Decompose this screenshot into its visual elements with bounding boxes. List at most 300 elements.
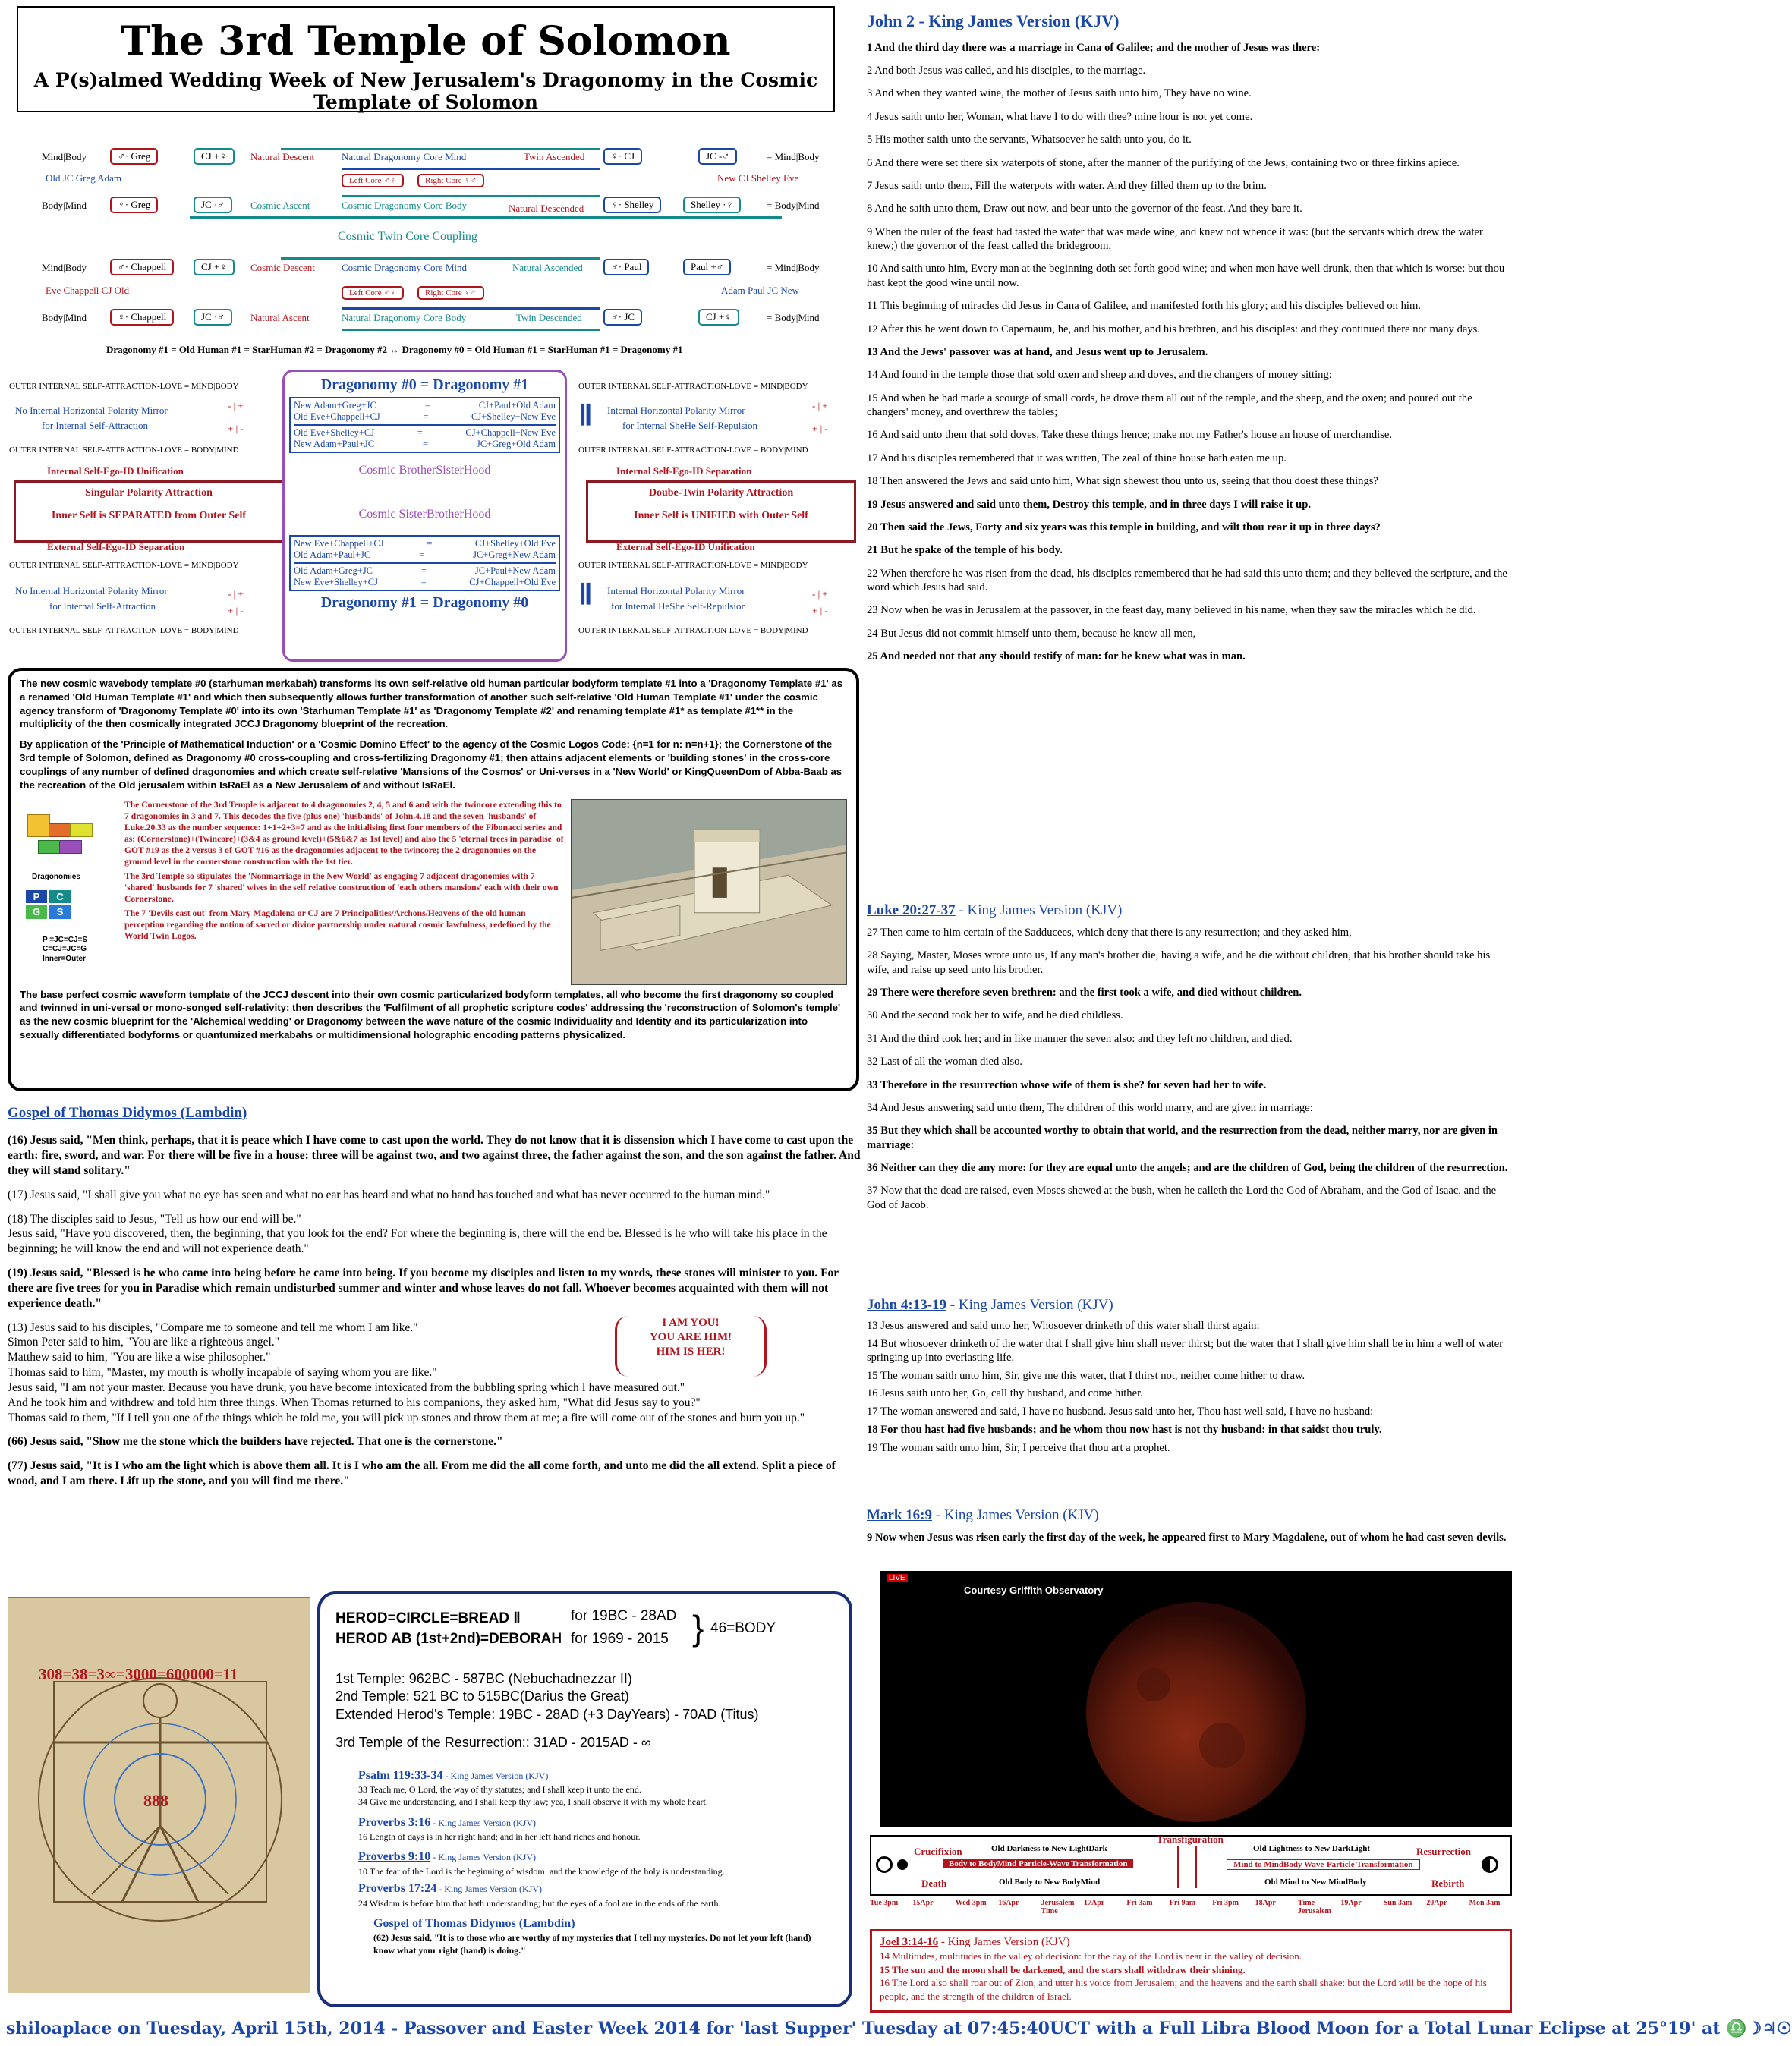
natural-descent-label: Natural Descent bbox=[250, 151, 315, 162]
essay-paragraph-3: The base perfect cosmic waveform template of the JCCJ descent into their own cosmic particularized bodyform templates, all who become the first dragonomy so coupled and twinned in uni-versal or mono-songed self-relativity; then describes the 'Fulfilment of all prophetic scripture codes' addressing the 'reconstruction of Solomon's temple' as the new cosmic blueprint for the 'Alchemical wedding' or Dragonomy between the wave nature of the cosmic Individuality and Identity and its particularization into sexually differentiated bodyforms or quantumized merkabahs or multidimensional holographic encoding patterns physicalized. bbox=[20, 988, 841, 1040]
left-core-pill: Left Core ♂♀ bbox=[342, 174, 404, 187]
equals-sign: = bbox=[423, 411, 429, 422]
verse: 31 And the third took her; and in like manner the seven also: and they left no children, and died. bbox=[867, 1032, 1293, 1045]
joel-box bbox=[870, 1929, 1512, 2013]
paul-pill: ♂· Paul bbox=[603, 259, 649, 275]
drag1-0: Dragonomy #1 = Dragonomy #0 bbox=[320, 594, 529, 611]
timeline-day: Time Jerusalem bbox=[1298, 1899, 1331, 1915]
resurrection-label: Resurrection bbox=[1416, 1846, 1471, 1857]
prov3-ref[interactable]: Proverbs 3:16 bbox=[358, 1815, 431, 1829]
passion-timeline bbox=[870, 1830, 1512, 1926]
verse: 20 Then said the Jews, Forty and six years was this temple in building, and wilt thou rear it up in three days? bbox=[867, 521, 1381, 534]
body-mind-right: = Body|Mind bbox=[767, 200, 820, 211]
outer-body-label: OUTER INTERNAL SELF-ATTRACTION-LOVE = BODY|MIND bbox=[9, 445, 239, 455]
verse: 22 When therefore he was risen from the dead, his disciples remembered that he had said this unto them; and they believed the scripture, and the word which Jesus had said. bbox=[867, 567, 1507, 594]
self-attraction-label: for Internal Self-Attraction bbox=[42, 420, 149, 431]
equation-right: JC+Paul+New Adam bbox=[474, 565, 556, 576]
verse: 33 Teach me, O Lord, the way of thy statutes; and I shall keep it unto the end. bbox=[358, 1784, 641, 1796]
brace-icon: } bbox=[692, 1608, 704, 1648]
jc-right-pill: JC -♂ bbox=[698, 148, 737, 165]
cosmic-core-body-label: Cosmic Dragonomy Core Body bbox=[342, 200, 468, 211]
verse: 5 His mother saith unto the servants, Whatsoever he saith unto you, do it. bbox=[867, 134, 1192, 146]
mark-section bbox=[867, 1506, 1512, 1544]
natural-core-mind-label: Natural Dragonomy Core Mind bbox=[342, 151, 467, 162]
thomas-title: Gospel of Thomas Didymos (Lambdin) bbox=[8, 1105, 247, 1121]
saying-13a: (13) Jesus said to his disciples, "Compare me to someone and tell me whom I am like." bbox=[8, 1320, 418, 1334]
i-am-you-callout bbox=[615, 1316, 767, 1377]
timeline-day: Wed 3pm bbox=[955, 1899, 987, 1907]
psalm-version: - King James Version (KJV) bbox=[442, 1770, 549, 1781]
cube-p: P bbox=[26, 890, 47, 904]
internal-separation: Internal Self-Ego-ID Separation bbox=[616, 465, 752, 477]
timeline-day: Tue 3pm bbox=[870, 1899, 899, 1907]
thomas62-title bbox=[358, 1915, 834, 1932]
psalm-title bbox=[358, 1767, 834, 1784]
verse: 13 And the Jews' passover was at hand, and Jesus went up to Jerusalem. bbox=[867, 345, 1208, 358]
equation-left: Old Eve+Chappell+CJ bbox=[294, 411, 380, 422]
verse: 36 Neither can they die any more: for they are equal unto the angels; and are the children of God, being the children of the resurrection. bbox=[867, 1162, 1508, 1175]
equation-right: CJ+Chappell+New Eve bbox=[465, 427, 556, 438]
herod-1-years: for 19BC - 28AD bbox=[571, 1608, 677, 1624]
outer-body-label-r2: OUTER INTERNAL SELF-ATTRACTION-LOVE = BODY|MIND bbox=[578, 626, 808, 635]
prov17-ref[interactable]: Proverbs 17:24 bbox=[358, 1882, 437, 1896]
equation-row bbox=[294, 538, 556, 549]
verse: 34 Give me understanding, and I shall keep thy law; yea, I shall observe it with my whole heart. bbox=[358, 1796, 708, 1808]
old-mind-label: Old Mind to New MindBody bbox=[1264, 1878, 1367, 1887]
equation-left: New Eve+Chappell+CJ bbox=[294, 538, 384, 549]
verse: 29 There were therefore seven brethren: and the first took a wife, and died without children. bbox=[867, 987, 1302, 999]
temple-timeline-box bbox=[317, 1591, 852, 2007]
line bbox=[342, 329, 600, 331]
verse: 13 Jesus answered and said unto her, Whosoever drinketh of this water shall thirst again: bbox=[867, 1320, 1260, 1333]
luke-version: - King James Version (KJV) bbox=[955, 902, 1123, 918]
double-twin-label: Doube-Twin Polarity Attraction bbox=[648, 487, 794, 499]
equation-right: CJ+Chappell+Old Eve bbox=[469, 577, 556, 587]
double-twin-box bbox=[586, 480, 856, 543]
transfiguration-label: Transfiguration bbox=[1157, 1834, 1224, 1845]
cube-icon bbox=[49, 823, 71, 837]
dragonomies-label: Dragonomies bbox=[32, 872, 80, 881]
saying-13d: Thomas said to him, "Master, my mouth is wholly incapable of saying whom you are like." bbox=[8, 1366, 437, 1380]
cj-pill: CJ +♀ bbox=[194, 148, 235, 165]
verse: 1 And the third day there was a marriage in Cana of Galilee; and the mother of Jesus was there: bbox=[867, 41, 1321, 54]
saying-13g: Thomas said to them, "If I tell you one of the things which he told me, you will pick up stones and throw them at me; a fire will come out of the stones and burn you up." bbox=[8, 1411, 805, 1424]
saying-13-block bbox=[8, 1316, 861, 1426]
gospel-thomas-section bbox=[8, 1104, 861, 1498]
equation-right: CJ+Shelley+New Eve bbox=[471, 411, 556, 422]
verse: 37 Now that the dead are raised, even Moses shewed at the bush, when he calleth the Lord the God of Abraham, and the God of Isaac, and the God of Jacob. bbox=[867, 1185, 1497, 1211]
verse: 9 When the ruler of the feast had tasted the water that was made wine, and knew not whence it was: (but the servants which drew the water knew;) the governor of the feast called the bridegroom, bbox=[867, 225, 1483, 253]
live-badge: LIVE bbox=[887, 1574, 908, 1582]
moon-caption: Courtesy Griffith Observatory bbox=[964, 1585, 1104, 1596]
verse: 3 And when they wanted wine, the mother of Jesus saith unto him, They have no wine. bbox=[867, 87, 1252, 100]
line bbox=[190, 216, 782, 219]
verse: 15 The sun and the moon shall be darkened, and the stars shall withdraw their shining. bbox=[880, 1963, 1246, 1975]
john-4-section bbox=[867, 1296, 1512, 1456]
temple-model-image bbox=[571, 799, 847, 985]
right-core-pill: Right Core ♀♂ bbox=[417, 174, 484, 187]
outer-mind-label-r: OUTER INTERNAL SELF-ATTRACTION-LOVE = MIND|BODY bbox=[578, 382, 808, 391]
verse: 7 Jesus saith unto them, Fill the waterpots with water. And they filled them up to the brim. bbox=[867, 179, 1267, 192]
prov9-version: - King James Version (KJV) bbox=[430, 1852, 537, 1863]
timeline-day: Jerusalem Time bbox=[1041, 1899, 1075, 1915]
inner-unified-label: Inner Self is UNIFIED with Outer Self bbox=[634, 510, 808, 521]
inner-separated-label: Inner Self is SEPARATED from Outer Self bbox=[51, 510, 247, 521]
essay-paragraph-1: The new cosmic wavebody template #0 (starhuman merkabah) transforms its own self-relative old human particular bodyform template #1 into a 'Dragonomy Template #1' as a renamed 'Old Human Template #1' and which then subsequently allows further transformation of another such self-relative 'Old Human Template #1' under the cosmic agency transform of 'Dragonomy Template #0' into its own 'Starhuman Template #1' as 'Dragonomy Template #2' and renaming template #1* as template #1** in the multiplicity of the then cosmically integrated JCCJ Dragonomy blueprint of the recreation. bbox=[20, 678, 843, 730]
saying-66: (66) Jesus said, "Show me the stone which the builders have rejected. That one is the cornerstone." bbox=[8, 1435, 503, 1449]
timeline-day: 19Apr bbox=[1340, 1899, 1362, 1907]
saying-18b: Jesus said, "Have you discovered, then, the beginning, that you look for the end? For where the beginning is, there will the end be. Blessed is he who will take his place in the beginning; he will know the end and will not experience death." bbox=[8, 1227, 827, 1256]
saying-17: (17) Jesus said, "I shall give you what no eye has seen and what no ear has heard and what no hand has touched and what has never occurred to the human mind." bbox=[8, 1188, 770, 1201]
body-46: 46=BODY bbox=[710, 1620, 776, 1636]
line bbox=[281, 148, 600, 150]
cosmic-core-mind-label: Cosmic Dragonomy Core Mind bbox=[342, 262, 468, 273]
temple-model-illustration bbox=[572, 800, 846, 984]
psalm-ref[interactable]: Psalm 119:33-34 bbox=[358, 1768, 443, 1782]
mark-ref[interactable]: Mark 16:9 bbox=[867, 1507, 933, 1523]
natural-descended-label: Natural Descended bbox=[509, 203, 584, 214]
equation-row bbox=[294, 439, 556, 450]
prov9-title bbox=[358, 1849, 834, 1865]
sister-brother-label: Cosmic SisterBrotherHood bbox=[358, 508, 491, 521]
saying-16: (16) Jesus said, "Men think, perhaps, that it is peace which I have come to cast upon the world. They do not know that it is dissension which I have come to cast upon the earth: fire, sword, and war. For there will be five in a house: three will be against two, and two against three, the father against the son, and the son against the father. And they will stand solitary." bbox=[8, 1134, 861, 1177]
cj-pill-2: CJ +♀ bbox=[194, 259, 235, 275]
outer-mind-label-2: OUTER INTERNAL SELF-ATTRACTION-LOVE = MIND|BODY bbox=[9, 561, 239, 570]
saying-62: (62) Jesus said, "It is to those who are worthy of my mysteries that I tell my mysteries. Do not let your left (hand) know what your right (hand) is doing." bbox=[373, 1932, 811, 1956]
saying-77: (77) Jesus said, "It is I who am the light which is above them all. It is I who am the all. From me did the all come forth, and unto me did the all extend. Split a piece of wood, and I am there. Lift up the stone, and you will find me there." bbox=[8, 1459, 836, 1488]
chappell-pill: ♂· Chappell bbox=[110, 259, 174, 275]
line bbox=[281, 257, 600, 260]
callout-line-3: HIM IS HER! bbox=[656, 1345, 726, 1358]
twin-descended-label: Twin Descended bbox=[516, 312, 582, 323]
verse: 19 Jesus answered and said unto them, Destroy this temple, and in three days I will raise it up. bbox=[867, 498, 1312, 511]
verse: 14 But whosoever drinketh of the water that I shall give him shall never thirst; but the water that I shall give him shall be in him a well of water springing up into everlasting life. bbox=[867, 1337, 1504, 1364]
saying-13c: Matthew said to him, "You are like a wise philosopher." bbox=[8, 1351, 271, 1365]
self-attraction-label-2: for Internal Self-Attraction bbox=[49, 600, 156, 612]
cornerstone-notes bbox=[124, 799, 565, 985]
equation-row bbox=[294, 549, 556, 564]
line bbox=[342, 168, 600, 170]
verse: 32 Last of all the woman died also. bbox=[867, 1056, 1023, 1069]
saying-13b: Simon Peter said to him, "You are like a righteous angel." bbox=[8, 1336, 280, 1349]
vitruvian-center: 888 bbox=[143, 1791, 168, 1810]
line bbox=[342, 195, 600, 197]
dragonomy-equation: Dragonomy #1 = Old Human #1 = StarHuman #2 = Dragonomy #2 ↔ Dragonomy #0 = Old Human #1 = StarHuman #1 = Dragonomy #1 bbox=[106, 344, 683, 355]
equals-sign: = bbox=[420, 565, 427, 576]
dragonomy-equivalence-box bbox=[282, 370, 567, 662]
jc-pill: JC ·♂ bbox=[194, 197, 232, 213]
verse: 35 But they which shall be accounted worthy to obtain that world, and the resurrection from the dead, neither marry, nor are given in marriage: bbox=[867, 1125, 1498, 1151]
verse: 4 Jesus saith unto her, Woman, what have I to do with thee? mine hour is not yet come. bbox=[867, 110, 1253, 123]
john-2-title: John 2 - King James Version (KJV) bbox=[867, 11, 1120, 30]
verse: 30 And the second took her to wife, and he died childless. bbox=[867, 1009, 1123, 1022]
equation-left: Old Eve+Shelley+CJ bbox=[294, 427, 375, 438]
cornerstone-section bbox=[20, 799, 847, 985]
verse: 12 After this he went down to Capernaum, he, and his mother, and his brethren, and his disciples: and they continued there not many days. bbox=[867, 323, 1480, 335]
luke-section bbox=[867, 902, 1512, 1221]
polarity-section bbox=[8, 368, 859, 664]
timeline-day: 18Apr bbox=[1255, 1899, 1276, 1907]
temple-2: 2nd Temple: 521 BC to 515BC(Darius the Great) bbox=[335, 1689, 629, 1704]
left-core-pill-2: Left Core ♂♀ bbox=[342, 286, 404, 300]
john-2-section bbox=[867, 11, 1512, 673]
cornerstone-note-2: The 3rd Temple so stipulates the 'Nonmarriage in the New World' as engaging 7 adjacent dragonomies with 7 'shared' husbands for 7 'shared' wives in the self relative construction of 'each others mansions' each with their own Cornerstone. bbox=[124, 870, 559, 904]
john-4-title bbox=[867, 1296, 1512, 1314]
body-mind-label-2: Body|Mind bbox=[42, 312, 87, 323]
equation-row bbox=[294, 400, 556, 411]
timeline-day: 17Apr bbox=[1084, 1899, 1105, 1907]
herod-block bbox=[335, 1605, 834, 1670]
verse: 11 This beginning of miracles did Jesus in Cana of Galilee, and manifested forth his glory; and his disciples believed on him. bbox=[867, 300, 1421, 313]
external-unification: External Self-Ego-ID Unification bbox=[616, 541, 755, 552]
natural-core-body-label: Natural Dragonomy Core Body bbox=[342, 312, 467, 323]
verse: 16 And said unto them that sold doves, Take these things hence; make not my Father's house an house of merchandise. bbox=[867, 429, 1392, 442]
singular-polarity-box bbox=[14, 480, 284, 543]
prov17-version: - King James Version (KJV) bbox=[436, 1884, 543, 1895]
verse: 34 And Jesus answering said unto them, The children of this world marry, and are given in marriage: bbox=[867, 1101, 1313, 1114]
chappell2-pill: ♀· Chappell bbox=[110, 309, 174, 326]
john-4-ref[interactable]: John 4:13-19 bbox=[867, 1297, 947, 1313]
verse: 15 The woman saith unto him, Sir, give me this water, that I thirst not, neither come hither to draw. bbox=[867, 1369, 1305, 1382]
crucifixion-label: Crucifixion bbox=[914, 1846, 962, 1857]
verse: 24 But Jesus did not commit himself unto them, because he knew all men, bbox=[867, 627, 1196, 640]
page-subtitle: A P(s)almed Wedding Week of New Jerusalem's Dragonomy in the Cosmic Template of Solomon bbox=[33, 69, 818, 113]
equals-sign: = bbox=[427, 538, 433, 549]
natural-ascended-label: Natural Ascended bbox=[512, 262, 583, 273]
cube-formula-3: Inner=Outer bbox=[43, 954, 86, 963]
pm-label-r: - | + bbox=[812, 400, 828, 411]
equation-rows-top bbox=[289, 397, 560, 453]
verse: 15 And when he had made a scourge of small cords, he drove them all out of the temple, and the sheep, and the oxen; and poured out the changers' money, and overthrew the tables; bbox=[867, 392, 1472, 419]
herod-2: HEROD AB (1st+2nd)=DEBORAH bbox=[335, 1631, 562, 1647]
outer-body-label-r: OUTER INTERNAL SELF-ATTRACTION-LOVE = BODY|MIND bbox=[578, 445, 808, 455]
cube-icon bbox=[70, 823, 93, 837]
essay-paragraph-2: By application of the 'Principle of Mathematical Induction' or a 'Cosmic Domino Effect' to the agency of the Cosmic Logos Code: {n=1 for n: n=n+1}; the Cornerstone of the 3rd temple of Solomon, defined as Dragonomy #0 cross-coupling and cross-fertilizing Dragonomy #1; then attains adjacent elements or 'building stones' in the cross-core couplings of any number of defined dragonomies and which create self-relative 'Mansions of the Cosmos' or Uni-verses in a 'New World' or KingQueenDom of Abba-Baab as the recreation of the Old jerusalem within IsRaEl as a New Jerusalem of and without IsRaEl. bbox=[20, 738, 842, 791]
body-mind-right-2: = Body|Mind bbox=[767, 312, 820, 323]
half-moon-icon bbox=[1482, 1856, 1498, 1873]
verse: 10 The fear of the Lord is the beginning of wisdom: and the knowledge of the holy is understanding. bbox=[358, 1865, 725, 1877]
pm2-label: + | - bbox=[228, 423, 244, 434]
prov3-version: - King James Version (KJV) bbox=[430, 1817, 537, 1828]
verse: 16 Jesus saith unto her, Go, call thy husband, and come hither. bbox=[867, 1387, 1143, 1400]
body-mind-label: Body|Mind bbox=[42, 200, 87, 211]
cornerstone-note-1: The Cornerstone of the 3rd Temple is adjacent to 4 dragonomies 2, 4, 5 and 6 and with the twincore extending this to 7 dragonomies in 3 and 7. This decodes the five (plus one) 'husbands' of John.4.18 and the seven 'husbands' of Luke.20.33 as the number sequence: 1+1+2+3=7 and as the initialising first four members of the Fibonacci series and as: (Cornerstone)+(Twincore)+(3&4 as ground level)+(5&6&7 as 1st level) and also the 5 'eternal trees in paradise' of GOT #19 as the 2 versus 3 of GOT #16 as the dragonomies adjacent to the twincore; the 2 dragonomies on the ground level in the cornerstone construction with the 1st tier. bbox=[124, 799, 564, 867]
brother-sister-label: Cosmic BrotherSisterHood bbox=[358, 464, 491, 477]
internal-mirror-label: Internal Horizontal Polarity Mirror bbox=[607, 404, 745, 416]
verse: 17 The woman answered and said, I have no husband. Jesus said unto her, Thou hast well said, I have no husband: bbox=[867, 1405, 1374, 1418]
equals-sign: = bbox=[423, 439, 429, 449]
equation-left: Old Adam+Paul+JC bbox=[294, 549, 371, 560]
equation-left: New Adam+Paul+JC bbox=[294, 439, 375, 449]
equation-right: CJ+Shelley+Old Eve bbox=[474, 538, 556, 549]
equation-right: CJ+Paul+Old Adam bbox=[478, 400, 556, 411]
verse: 10 And saith unto him, Every man at the beginning doth set forth good wine; and when men have well drunk, then that which is worse: but thou hast kept the good wine until now. bbox=[867, 263, 1505, 289]
verse: 8 And he saith unto them, Draw out now, and bear unto the governor of the feast. And they bare it. bbox=[867, 203, 1302, 216]
old-jc-greg-adam: Old JC Greg Adam bbox=[46, 172, 122, 184]
outer-mind-label-r2: OUTER INTERNAL SELF-ATTRACTION-LOVE = MIND|BODY bbox=[578, 561, 808, 570]
rebirth-label: Rebirth bbox=[1431, 1878, 1465, 1889]
vitruvian-numbers: 308=38=3∞=3000=600000=11 bbox=[39, 1665, 238, 1683]
cube-icon bbox=[59, 840, 82, 854]
timeline-day: Mon 3am bbox=[1469, 1899, 1501, 1907]
temple-4: 3rd Temple of the Resurrection:: 31AD - 2015AD - ∞ bbox=[335, 1735, 651, 1751]
prov17-title bbox=[358, 1881, 834, 1897]
timeline-days bbox=[870, 1899, 1512, 1926]
mark-version: - King James Version (KJV) bbox=[932, 1507, 1099, 1523]
herod-2-years: for 1969 - 2015 bbox=[571, 1631, 669, 1647]
callout-line-1: I AM YOU! bbox=[662, 1316, 720, 1329]
verse: 6 And there were set there six waterpots of stone, after the manner of the purifying of the Jews, containing two or three firkins apiece. bbox=[867, 156, 1460, 169]
verse: 18 Then answered the Jews and said unto him, What sign shewest thou unto us, seeing that thou doest these things? bbox=[867, 475, 1378, 488]
equation-right: JC+Greg+New Adam bbox=[473, 549, 556, 560]
verse: 2 And both Jesus was called, and his disciples, to the marriage. bbox=[867, 65, 1146, 77]
saying-13f: And he took him and withdrew and told him three things. When Thomas returned to his companions, they asked him, "What did Jesus say to you?" bbox=[8, 1396, 701, 1409]
old-body-label: Old Body to New BodyMind bbox=[999, 1878, 1101, 1887]
equation-right: JC+Greg+Old Adam bbox=[476, 439, 556, 449]
timeline-day: Fri 9am bbox=[1169, 1899, 1195, 1907]
dragonomy-cubes bbox=[20, 799, 118, 985]
joel-version: - King James Version (KJV) bbox=[938, 1936, 1070, 1948]
new-cj-shelley-eve: New CJ Shelley Eve bbox=[717, 172, 799, 184]
verse: 9 Now when Jesus was risen early the first day of the week, he appeared first to Mary Magdalene, out of whom he had cast seven devils. bbox=[867, 1531, 1507, 1544]
right-core-pill-2: Right Core ♀♂ bbox=[417, 286, 484, 300]
equals-sign: = bbox=[424, 400, 430, 411]
title-box bbox=[17, 6, 835, 112]
cube-g: G bbox=[26, 905, 47, 919]
equation-row bbox=[294, 565, 556, 577]
timeline-day: Fri 3am bbox=[1126, 1899, 1153, 1907]
cube-s: S bbox=[49, 905, 71, 919]
cj-right2-pill: CJ +♀ bbox=[698, 309, 739, 326]
equation-left: New Eve+Shelley+CJ bbox=[294, 577, 378, 587]
shelley-right-pill: Shelley ·♀ bbox=[683, 197, 741, 213]
shelley-pill: ♀· Shelley bbox=[603, 197, 661, 213]
verse: 16 The Lord also shall roar out of Zion, and utter his voice from Jerusalem; and the heavens and the earth shall shake: but the Lord will be the hope of his people, and the strength of the children of Israel. bbox=[880, 1977, 1487, 2002]
verse: 19 The woman saith unto him, Sir, I perceive that thou art a prophet. bbox=[867, 1441, 1170, 1454]
timeline-day: 15Apr bbox=[912, 1899, 934, 1907]
external-separation: External Self-Ego-ID Separation bbox=[47, 541, 185, 552]
singular-label: Singular Polarity Attraction bbox=[85, 487, 213, 499]
heshe-repulsion-label: for Internal HeShe Self-Repulsion bbox=[611, 600, 746, 612]
saying-18a: (18) The disciples said to Jesus, "Tell us how our end will be." bbox=[8, 1212, 301, 1226]
verse: 17 And his disciples remembered that it was written, The zeal of thine house hath eaten me up. bbox=[867, 452, 1287, 464]
thomas62-ref[interactable]: Gospel of Thomas Didymos (Lambdin) bbox=[373, 1916, 575, 1930]
luke-ref[interactable]: Luke 20:27-37 bbox=[867, 902, 956, 918]
page-title: The 3rd Temple of Solomon bbox=[121, 18, 731, 65]
full-moon-icon bbox=[876, 1856, 893, 1873]
equation-row bbox=[294, 577, 556, 588]
cube-icon bbox=[38, 840, 61, 854]
temple-1: 1st Temple: 962BC - 587BC (Nebuchadnezzar II) bbox=[335, 1671, 632, 1686]
verse: 28 Saying, Master, Moses wrote unto us, If any man's brother die, having a wife, and he die without children, that his brother should take his wife, and raise up seed unto his brother. bbox=[867, 949, 1491, 976]
dragonomy-diagram bbox=[8, 140, 859, 360]
adam-paul-jc-new: Adam Paul JC New bbox=[721, 285, 799, 296]
equation-row bbox=[294, 427, 556, 439]
timeline-day: Fri 3pm bbox=[1212, 1899, 1239, 1907]
internal-unification: Internal Self-Ego-ID Unification bbox=[47, 465, 184, 477]
verse: 33 Therefore in the resurrection whose wife of them is she? for seven had her to wife. bbox=[867, 1078, 1267, 1091]
temple-3: Extended Herod's Temple: 19BC - 28AD (+3 DayYears) - 70AD (Titus) bbox=[335, 1706, 759, 1722]
verse: 18 For thou hast had five husbands; and he whom thou now hast is not thy husband: in that saidst thou truly. bbox=[867, 1423, 1382, 1436]
herod-1: HEROD=CIRCLE=BREAD Ⅱ bbox=[335, 1610, 521, 1626]
timeline-day: 20Apr bbox=[1426, 1899, 1447, 1907]
cosmic-ascent-label: Cosmic Ascent bbox=[250, 200, 310, 211]
footer-caption: shiloaplace on Tuesday, April 15th, 2014 - Passover and Easter Week 2014 for 'last Supper' Tuesday at 07:45:40UCT with a Full Libra Blood Moon for a Total Lunar Eclipse at 25°19' at ♎☽♃☉ bbox=[6, 2019, 1792, 2038]
pm-label-2: - | + bbox=[228, 588, 244, 600]
cube-grid bbox=[26, 890, 71, 920]
new-moon-icon bbox=[897, 1859, 908, 1870]
twin-pillar-icon-2: Ⅱ bbox=[578, 579, 593, 611]
essay-box bbox=[8, 668, 859, 1091]
verse: 14 And found in the temple those that sold oxen and sheep and doves, and the changers of money sitting: bbox=[867, 369, 1332, 382]
drag0-1: Dragonomy #0 = Dragonomy #1 bbox=[320, 376, 529, 393]
blood-moon-image bbox=[880, 1571, 1512, 1827]
no-mirror-label: No Internal Horizontal Polarity Mirror bbox=[15, 404, 168, 416]
verse: 16 Length of days is in her right hand; and in her left hand riches and honour. bbox=[358, 1831, 641, 1843]
equals-sign: = bbox=[419, 549, 425, 560]
body-to-mind-label: Body to BodyMind Particle-Wave Transformation bbox=[943, 1859, 1133, 1868]
jc-pill-2: JC ·♂ bbox=[194, 309, 232, 326]
mark-title bbox=[867, 1506, 1512, 1525]
cube-formula-2: C=CJ=JC=G bbox=[43, 945, 87, 953]
cross-icon bbox=[1177, 1846, 1197, 1888]
timeline-day: 16Apr bbox=[998, 1899, 1019, 1907]
vitruvian-man-image bbox=[8, 1597, 310, 1992]
callout-line-2: YOU ARE HIM! bbox=[649, 1330, 732, 1343]
line bbox=[342, 307, 600, 310]
cube-c: C bbox=[49, 890, 71, 904]
verse: 23 Now when he was in Jerusalem at the passover, in the feast day, many believed in his name, when they saw the miracles which he did. bbox=[867, 604, 1476, 617]
cosmic-descent-label: Cosmic Descent bbox=[250, 262, 315, 273]
equals-sign: = bbox=[420, 577, 427, 587]
joel-ref[interactable]: Joel 3:14-16 bbox=[880, 1936, 939, 1948]
pm2-label-r2: + | - bbox=[812, 605, 828, 616]
cube-formula-1: P =JC=CJ=S bbox=[43, 935, 88, 944]
mind-body-label-2: Mind|Body bbox=[42, 262, 87, 273]
twin-ascended-label: Twin Ascended bbox=[524, 151, 585, 162]
equals-sign: = bbox=[417, 427, 423, 438]
saying-19: (19) Jesus said, "Blessed is he who came into being before he came into being. If you become my disciples and listen to my words, these stones will minister to you. For there are five trees for you in Paradise which remain undisturbed summer and winter and whose leaves do not fall. Whoever becomes acquainted with them will not experience death." bbox=[8, 1267, 839, 1310]
equation-left: Old Adam+Greg+JC bbox=[294, 565, 373, 576]
paul-right-pill: Paul +♂ bbox=[683, 259, 731, 275]
outer-body-label-2: OUTER INTERNAL SELF-ATTRACTION-LOVE = BODY|MIND bbox=[9, 626, 239, 635]
pm-label: - | + bbox=[228, 400, 244, 411]
no-mirror-label-2: No Internal Horizontal Polarity Mirror bbox=[15, 585, 168, 596]
old-light-label: Old Lightness to New DarkLight bbox=[1253, 1844, 1371, 1853]
equation-left: New Adam+Greg+JC bbox=[294, 400, 376, 411]
pm-label-r2: - | + bbox=[812, 588, 828, 600]
psalm-proverb-refs bbox=[335, 1767, 834, 1956]
verse: 21 But he spake of the temple of his body. bbox=[867, 544, 1063, 557]
greg2-pill: ♀· Greg bbox=[110, 197, 158, 213]
jc-right2-pill: ♂· JC bbox=[603, 309, 642, 326]
twin-core-coupling: Cosmic Twin Core Coupling bbox=[338, 230, 477, 243]
verse: 27 Then came to him certain of the Sadducees, which deny that there is any resurrection; and they asked him, bbox=[867, 926, 1352, 939]
mind-body-right-2: = Mind|Body bbox=[767, 262, 820, 273]
outer-mind-label: OUTER INTERNAL SELF-ATTRACTION-LOVE = MIND|BODY bbox=[9, 382, 239, 391]
verse: 14 Multitudes, multitudes in the valley of decision: for the day of the Lord is near in the valley of decision. bbox=[880, 1950, 1302, 1963]
prov9-ref[interactable]: Proverbs 9:10 bbox=[358, 1850, 431, 1864]
internal-mirror-label-2: Internal Horizontal Polarity Mirror bbox=[607, 585, 745, 596]
mind-body-label: Mind|Body bbox=[42, 151, 87, 162]
verse: 25 And needed not that any should testify of man: for he knew what was in man. bbox=[867, 650, 1246, 663]
mind-to-body-label: Mind to MindBody Wave-Particle Transformation bbox=[1227, 1859, 1420, 1870]
blood-moon-illustration bbox=[880, 1571, 1512, 1827]
natural-ascent-label: Natural Ascent bbox=[250, 312, 310, 323]
verse: 24 Wisdom is before him that hath understanding; but the eyes of a fool are in the ends of the earth. bbox=[358, 1897, 721, 1909]
prov3-title bbox=[358, 1815, 834, 1831]
temple-dates bbox=[335, 1670, 834, 1752]
